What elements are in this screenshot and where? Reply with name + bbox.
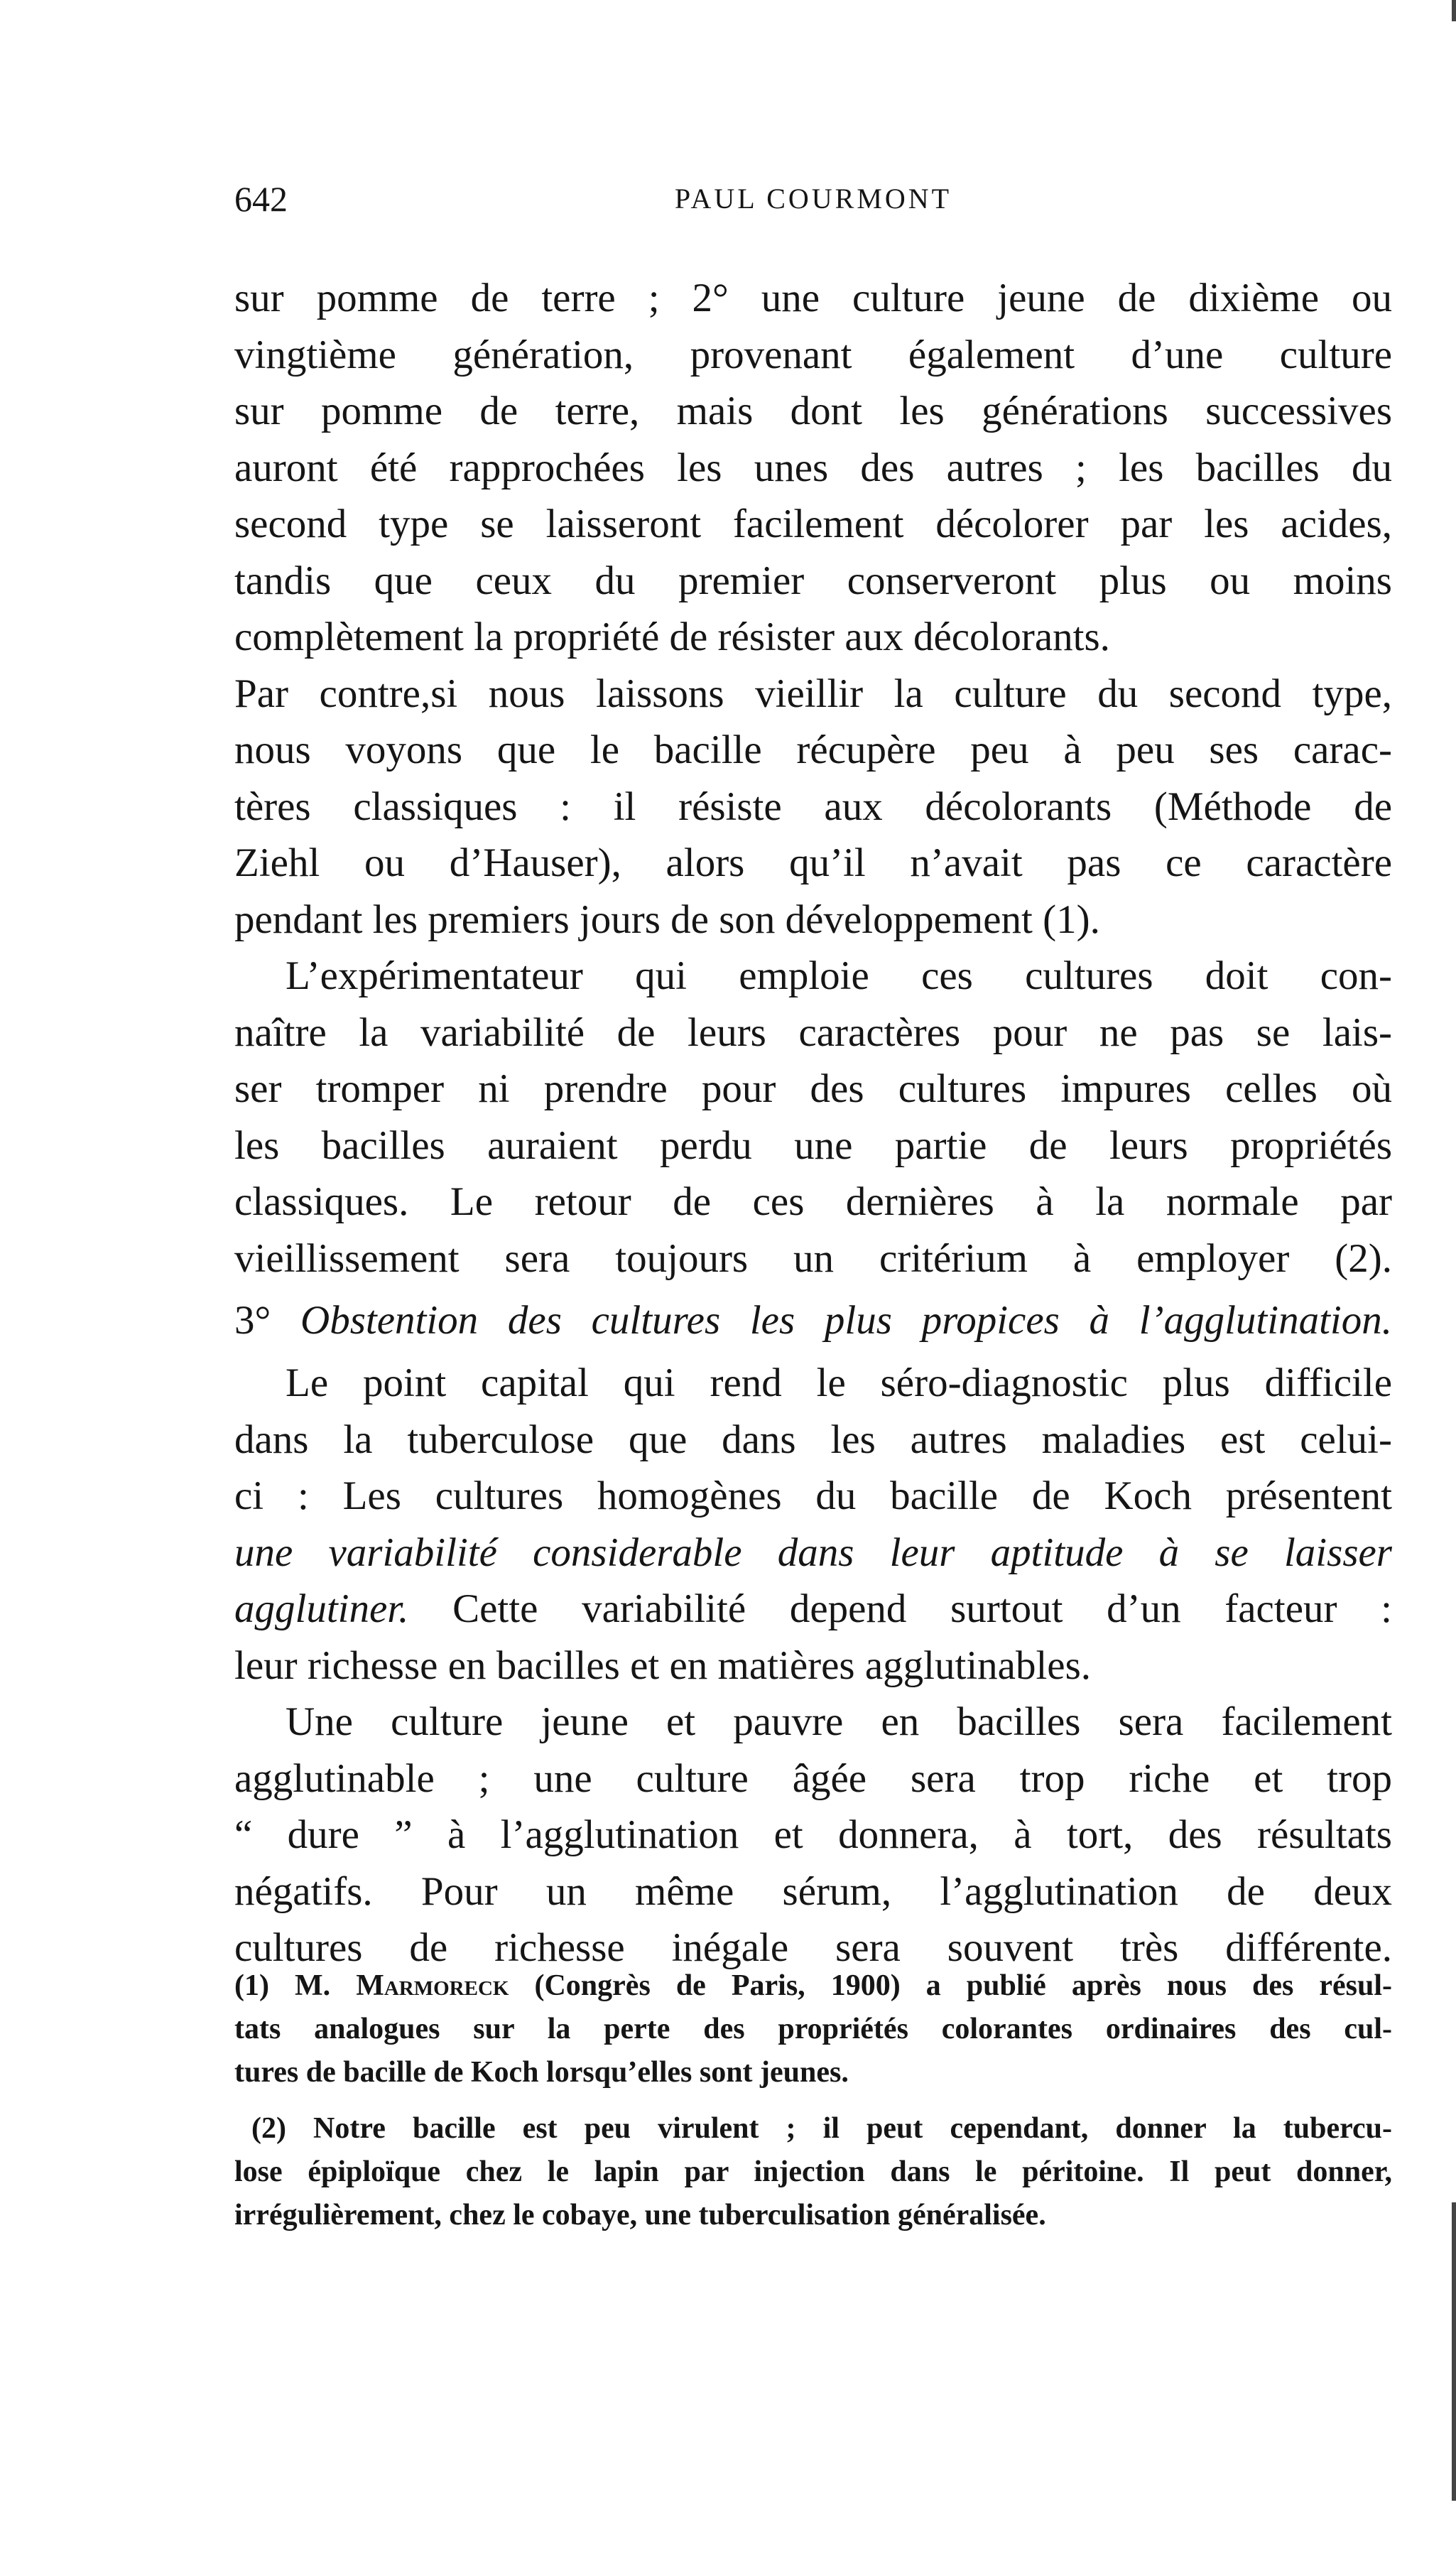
text-line: second type se laisseront facilement décolorer par les acides, (234, 502, 1392, 546)
text-line: Une culture jeune et pauvre en bacilles sera facilement (286, 1699, 1392, 1744)
footnote-gap (234, 2094, 1392, 2107)
text-line: agglutinable ; une culture âgée sera trop riche et trop (234, 1755, 1392, 1801)
footnote-line (234, 1964, 1392, 2008)
paragraph-4 (234, 1355, 1392, 1694)
paragraph-3 (234, 948, 1392, 1287)
body-text (234, 270, 1392, 1976)
text-line: les bacilles auraient perdu une partie de leurs propriétés (234, 1122, 1392, 1168)
text-line: Le point capital qui rend le séro-diagnostic plus difficile (286, 1360, 1392, 1405)
text-line: cultures de richesse inégale sera souvent très différente. (234, 1925, 1392, 1970)
scan-edge-mark (1452, 0, 1456, 21)
text-line: leur richesse en bacilles et en matières agglutinables. (234, 1643, 1092, 1688)
scan-edge-mark (1452, 2202, 1456, 2501)
footnotes (234, 1964, 1392, 2237)
text-line: Ziehl ou d’Hauser), alors qu’il n’avait pas ce caractère (234, 840, 1392, 885)
text-line: L’expérimentateur qui emploie ces cultures doit con- (286, 953, 1392, 998)
text-line: sur pomme de terre, mais dont les générations successives (234, 389, 1392, 433)
text-line: nous voyons que le bacille récupère peu à peu ses carac- (234, 727, 1392, 772)
text-line: vieillissement sera toujours un critérium à employer (2). (234, 1235, 1392, 1281)
section-heading (234, 1287, 1392, 1355)
text-line: naître la variabilité de leurs caractères pour ne pas se lais- (234, 1010, 1392, 1055)
paragraph-1 (234, 270, 1392, 666)
footnote-2 (234, 2107, 1392, 2237)
text-line-italic: une variabilité considerable dans leur aptitude à se laisser (234, 1530, 1392, 1575)
paragraph-2 (234, 666, 1392, 948)
footnote-line: (2) Notre bacille est peu virulent ; il peut cependant, donner la tubercu- (251, 2112, 1392, 2145)
text-line: pendant les premiers jours de son développement (1). (234, 897, 1100, 942)
paragraph-5 (234, 1694, 1392, 1976)
footnote-author: M. Marmoreck (295, 1969, 509, 2002)
italic-phrase: agglutiner. (234, 1586, 409, 1631)
text-line-mixed (234, 1581, 1392, 1638)
text-run: Cette variabilité depend surtout d’un facteur : (408, 1586, 1392, 1631)
text-line: tandis que ceux du premier conserveront plus ou moins (234, 558, 1392, 603)
footnote-line: irrégulièrement, chez le cobaye, une tuberculisation généralisée. (234, 2199, 1046, 2231)
page-number: 642 (234, 179, 288, 219)
text-line: classiques. Le retour de ces dernières à la normale par (234, 1179, 1392, 1224)
text-line: sur pomme de terre ; 2° une culture jeune de dixième ou (234, 276, 1392, 320)
text-line: négatifs. Pour un même sérum, l’agglutination de deux (234, 1868, 1392, 1914)
text-line: ci : Les cultures homogènes du bacille de Koch présentent (234, 1473, 1392, 1518)
text-line: tères classiques : il résiste aux décolorants (Méthode de (234, 784, 1392, 829)
section-number: 3° (234, 1298, 271, 1343)
section-title: Obstention des cultures les plus propices à l’agglutination. (300, 1298, 1393, 1343)
page-header (234, 178, 1392, 220)
footnote-line: tats analogues sur la perte des propriétés colorantes ordinaires des cul- (234, 2013, 1392, 2045)
text-run: (Congrès de Paris, 1900) a publié après nous des résul- (509, 1969, 1392, 2002)
text-line: auront été rapprochées les unes des autres ; les bacilles du (234, 445, 1392, 490)
text-line: dans la tuberculose que dans les autres maladies est celui- (234, 1417, 1392, 1462)
footnote-marker: (1) (234, 1969, 269, 2002)
text-line: complètement la propriété de résister aux décolorants. (234, 615, 1110, 659)
running-title: PAUL COURMONT (674, 183, 952, 215)
footnote-line: tures de bacille de Koch lorsqu’elles sont jeunes. (234, 2056, 849, 2089)
text-line: ser tromper ni prendre pour des cultures impures celles où (234, 1066, 1392, 1111)
text-line: “ dure ” à l’agglutination et donnera, à tort, des résultats (234, 1812, 1392, 1857)
footnote-line: lose épiploïque chez le lapin par injection dans le péritoine. Il peut donner, (234, 2155, 1392, 2188)
footnote-1 (234, 1964, 1392, 2094)
text-line: vingtième génération, provenant également d’une culture (234, 332, 1392, 377)
text-line: Par contre,si nous laissons vieillir la culture du second type, (234, 671, 1392, 716)
